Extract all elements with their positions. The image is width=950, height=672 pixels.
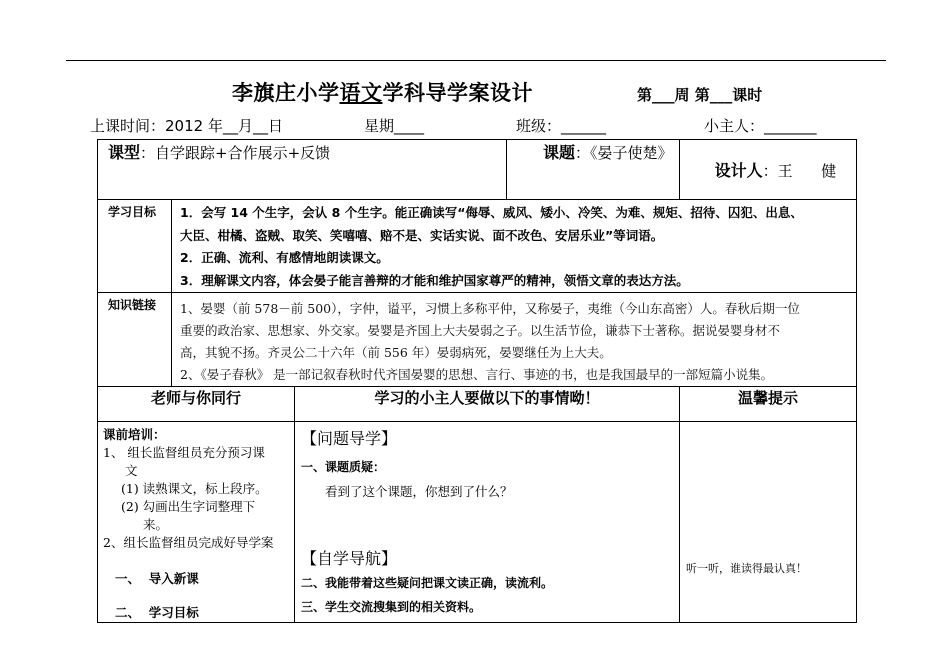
goals-label: 学习目标 <box>98 200 172 293</box>
prep-title: 课前培训： <box>103 427 166 442</box>
week-lesson-info: 第___周 第___课时 <box>637 86 763 104</box>
question-2: 二、我能带着这些疑问把课文读正确，读流利。 <box>301 576 554 590</box>
question-3: 三、学生交流搜集到的相关资料。 <box>301 600 482 614</box>
prep-item-2: 2、组长监督组员完成好导学案 <box>103 535 274 550</box>
knowledge-content <box>172 293 857 387</box>
step-intro: 一、 导入新课 <box>115 571 199 586</box>
info-row <box>98 140 857 200</box>
title-subject: 语文 <box>339 81 383 105</box>
title-rest: 学科导学案设计 <box>382 81 533 105</box>
col-header-tips: 温馨提示 <box>680 387 857 422</box>
prep-item-1-cont: 文 <box>125 463 138 478</box>
designer-label: 设计人 <box>714 161 763 180</box>
col-header-tasks: 学习的小主人要做以下的事情呦！ <box>295 387 680 422</box>
col-header-teacher: 老师与你同行 <box>98 387 295 422</box>
knowledge-line: 重要的政治家、思想家、外交家。晏婴是齐国上大夫晏弱之子。以生活节俭，谦恭下士著称。据说晏婴身材不 <box>180 323 781 338</box>
section-problem-guide: 【问题导学】 <box>301 429 398 448</box>
prep-sub-1: (1) 读熟课文，标上段序。 <box>121 481 268 496</box>
designer-cell <box>680 140 857 200</box>
class-grade-field: 班级：______ <box>516 117 607 135</box>
lesson-plan-table <box>97 139 857 623</box>
prep-item-1: 1、 组长监督组员充分预习课 <box>103 445 265 460</box>
title-school: 李旗庄小学 <box>232 81 340 105</box>
tips-column <box>680 422 857 623</box>
prep-sub-2-cont: 来。 <box>143 517 169 532</box>
goals-row <box>98 200 857 293</box>
goals-content <box>172 200 857 293</box>
lesson-topic-label: 课题 <box>543 143 576 162</box>
lesson-topic-value: ：《晏子使楚》 <box>575 144 673 162</box>
top-rule <box>66 60 886 61</box>
teacher-column <box>98 422 295 623</box>
question-1-title: 一、课题质疑： <box>301 460 386 474</box>
goal-line: 大臣、柑橘、盗贼、取笑、笑嘻嘻、赔不是、实话实说、面不改色、安居乐业”等词语。 <box>180 227 664 243</box>
knowledge-line: 2、《晏子春秋》 是一部记叙春秋时代齐国晏婴的思想、言行、事迹的书，也是我国最早的一部短篇小说集。 <box>180 367 774 382</box>
question-1-text: 看到了这个课题，你想到了什么？ <box>325 484 513 499</box>
designer-value: ：王 健 <box>762 162 837 180</box>
tasks-column <box>295 422 680 623</box>
host-field: 小主人：_______ <box>704 117 817 135</box>
goal-line: 2．正确、流利、有感情地朗读课文。 <box>180 250 389 265</box>
knowledge-label: 知识链接 <box>98 293 172 387</box>
goal-line: 3．理解课文内容，体会晏子能言善辩的才能和维护国家尊严的精神，领悟文章的表达方法。 <box>180 272 689 288</box>
tip-text: 听一听，谁读得最认真！ <box>686 562 807 575</box>
section-self-study: 【自学导航】 <box>301 549 398 568</box>
knowledge-line: 1、晏婴（前 578－前 500），字仲，谥平，习惯上多称平仲，又称晏子，夷维（今山东高密）人。春秋后期一位 <box>180 301 800 316</box>
goal-line: 1．会写 14 个生字，会认 8 个生字。能正确读写“侮辱、威风、矮小、冷笑、为难、规矩、招待、囚犯、出息、 <box>180 205 803 220</box>
page-title <box>232 77 533 107</box>
lesson-type-label: 课型 <box>108 143 141 162</box>
knowledge-row <box>98 293 857 387</box>
lesson-topic-cell <box>507 140 680 200</box>
knowledge-line: 高，其貌不扬。齐灵公二十六年（前 556 年）晏弱病死，晏婴继任为上大夫。 <box>180 345 612 360</box>
step-goals: 二、 学习目标 <box>115 605 199 620</box>
prep-sub-2: (2) 勾画出生字词整理下 <box>121 499 256 514</box>
body-row <box>98 422 857 623</box>
lesson-type-cell <box>98 140 507 200</box>
column-header-row <box>98 387 857 422</box>
lesson-type-value: ：自学跟踪+合作展示+反馈 <box>140 144 331 162</box>
class-time: 上课时间：2012 年__月__日 <box>90 117 283 135</box>
weekday-field: 星期____ <box>364 117 425 135</box>
